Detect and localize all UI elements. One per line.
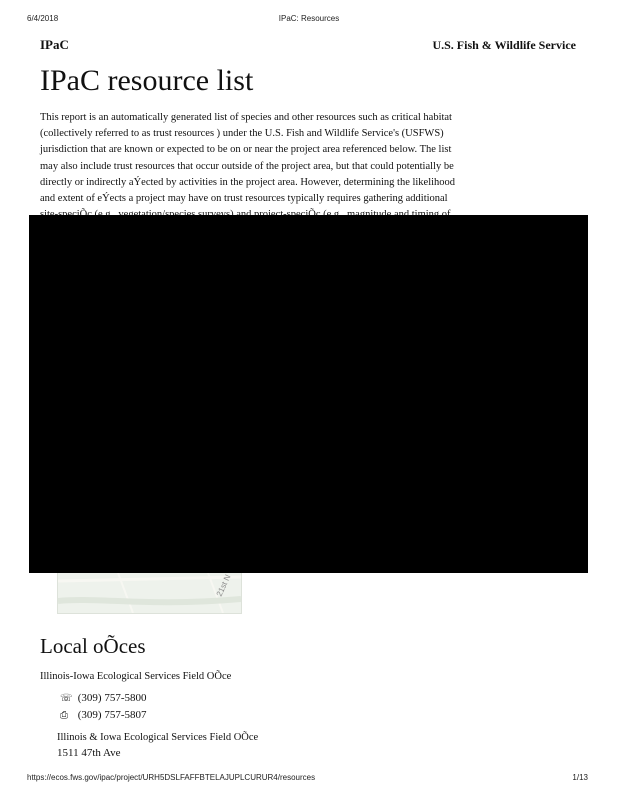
phone-line bbox=[60, 692, 147, 704]
fax-icon: ⎙ bbox=[60, 710, 68, 721]
intro-paragraph bbox=[40, 110, 555, 223]
intro-line: directly or indirectly aÝected by activities in the project area. However, determining the likelihood bbox=[40, 176, 456, 188]
map-roads bbox=[58, 573, 241, 613]
intro-line: may also include trust resources that occur outside of the project area, but that could potentially be bbox=[40, 160, 454, 172]
print-date: 6/4/2018 bbox=[27, 14, 59, 23]
office-name: Illinois-Iowa Ecological Services Field OÕce bbox=[40, 671, 232, 682]
address-office-name: Illinois & Iowa Ecological Services Field OÕce bbox=[57, 732, 259, 743]
map-road-label: 21st N bbox=[214, 573, 233, 598]
print-page-title: IPaC: Resources bbox=[278, 14, 340, 23]
phone-number[interactable]: (309) 757-5800 bbox=[77, 692, 147, 704]
fax-number: (309) 757-5807 bbox=[77, 709, 147, 721]
fax-line bbox=[60, 709, 147, 721]
phone-icon: ☏ bbox=[60, 693, 73, 704]
redaction-block bbox=[29, 215, 588, 573]
ipac-brand: IPaC bbox=[40, 37, 69, 52]
agency-name: U.S. Fish & Wildlife Service bbox=[432, 38, 576, 52]
intro-line: (collectively referred to as trust resources ) under the U.S. Fish and Wildlife Service's (USFWS) bbox=[40, 128, 444, 140]
address-street: 1511 47th Ave bbox=[57, 747, 121, 759]
print-page-number: 1/13 bbox=[572, 773, 588, 782]
local-offices-heading: Local oÕces bbox=[40, 634, 146, 658]
intro-line: jurisdiction that are known or expected to be on or near the project area referenced below. The list bbox=[40, 144, 452, 156]
project-map bbox=[57, 573, 242, 614]
page-title: IPaC resource list bbox=[40, 64, 254, 97]
intro-line: This report is an automatically generated list of species and other resources such as critical habitat bbox=[40, 112, 452, 123]
intro-line: and extent of eÝects a project may have on trust resources typically requires gathering additional bbox=[40, 193, 448, 205]
print-url[interactable]: https://ecos.fws.gov/ipac/project/URH5DSLFAFFBTELAJUPLCURUR4/resources bbox=[27, 773, 316, 782]
